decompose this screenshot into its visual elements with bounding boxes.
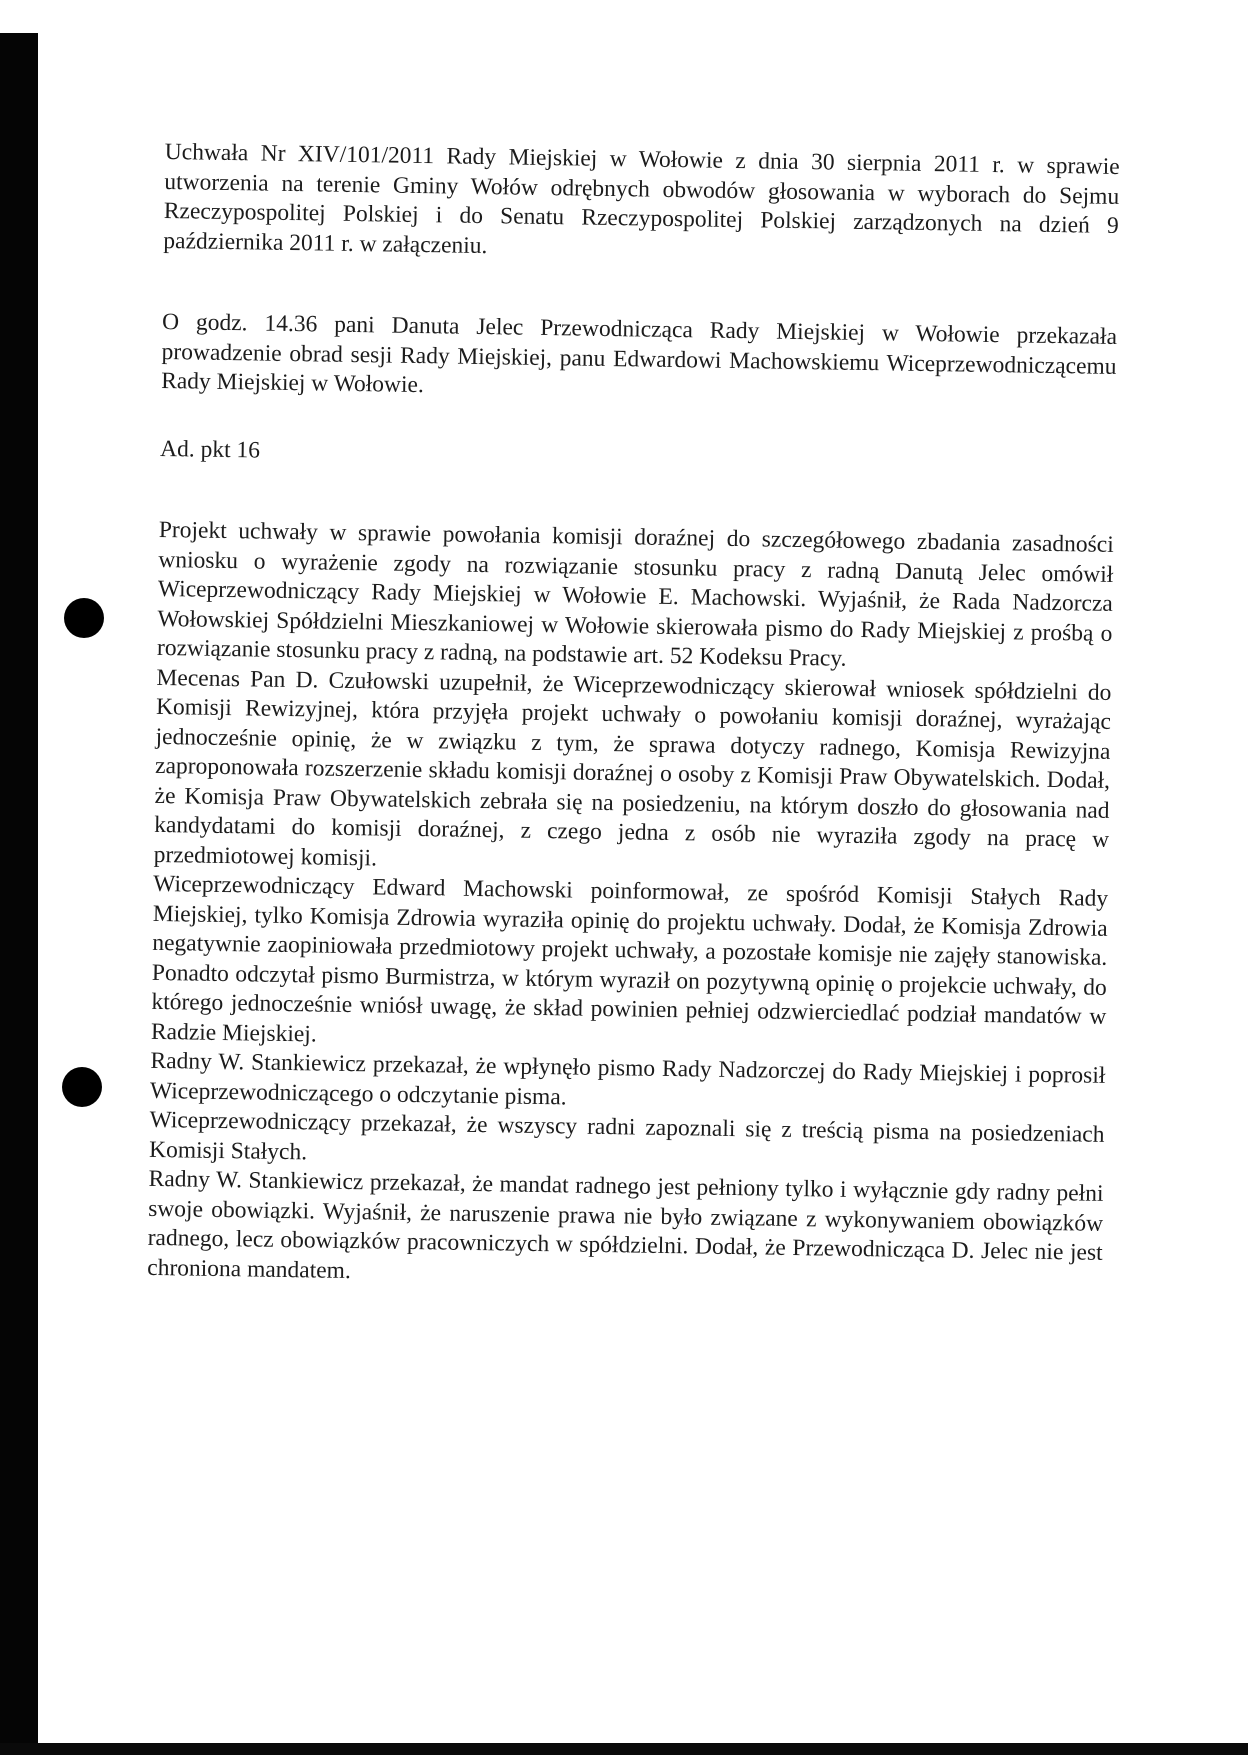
document-body [147, 138, 1120, 1298]
draft-resolution-paragraph: Projekt uchwały w sprawie powołania komisji doraźnej do szczegółowego zbadania zasadności wniosku o wyrażenie zgody na rozwiązanie stosunku pracy z radną Danutą Jelec omówił Wiceprzewodniczący Rady Miejskiej w Wołowie E. Machowski. Wyjaśnił, że Rada Nadzorcza Wołowskiej Spółdzielni Mieszkaniowej w Wołowie skierowała pismo do Rady Miejskiej z prośbą o rozwiązanie stosunku pracy z radną, na podstawie art. 52 Kodeksu Pracy. [156, 516, 1114, 672]
counsel-statement-paragraph: Mecenas Pan D. Czułowski uzupełnił, że Wiceprzewodniczący skierował wniosek spółdzielni do Komisji Rewizyjnej, która przyjęła projekt uchwały o powołaniu komisji doraźnej, wyrażając jednocześnie opinię, że w związku z tym, że sprawa dotyczy radnego, Komisja Rewizyjna zaproponowała rozszerzenie składu komisji doraźnej o osoby z Komisji Praw Obywatelskich. Dodał, że Komisja Praw Obywatelskich zebrała się na posiedzeniu, na którym doszło do głosowania nad kandydatami do komisji doraźnej, z czego jedna z osób nie wyraziła zgody na pracę w przedmiotowej komisji. [153, 664, 1112, 871]
scan-border-left [0, 33, 38, 1755]
scan-border-bottom [0, 1743, 1248, 1755]
punch-hole-icon [62, 1067, 102, 1107]
councillor-statement-paragraph: Radny W. Stankiewicz przekazał, że wpłynęło pismo Rady Nadzorczej do Rady Miejskiej i poprosił Wiceprzewodniczącego o odczytanie pisma. [149, 1047, 1106, 1110]
punch-hole-icon [64, 598, 104, 638]
councillor-mandate-paragraph: Radny W. Stankiewicz przekazał, że mandat radnego jest pełniony tylko i wyłącznie gdy radny pełni swoje obowiązki. Wyjaśnił, że naruszenie prawa nie było związane z wykonywaniem obowiązków radnego, lecz obowiązków pracowniczych w spółdzielni. Dodał, że Przewodnicząca D. Jelec nie jest chroniona mandatem. [147, 1165, 1104, 1284]
resolution-paragraph: Uchwała Nr XIV/101/2011 Rady Miejskiej w Wołowie z dnia 30 sierpnia 2011 r. w sprawie utworzenia na terenie Gminy Wołów odrębnych obwodów głosowania w wyborach do Sejmu Rzeczypospolitej Polskiej i do Senatu Rzeczypospolitej Polskiej zarządzonych na dzień 9 października 2011 r. w załączeniu. [163, 138, 1120, 259]
agenda-point-heading: Ad. pkt 16 [159, 435, 261, 464]
session-handover-paragraph: O godz. 14.36 pani Danuta Jelec Przewodnicząca Rady Miejskiej w Wołowie przekazała prowadzenie obrad sesji Rady Miejskiej, panu Edwardowi Machowskiemu Wiceprzewodniczącemu Rady Miejskiej w Wołowie. [160, 308, 1118, 399]
vice-chairman-statement-paragraph: Wiceprzewodniczący Edward Machowski poinformował, ze spośród Komisji Stałych Rady Miejskiej, tylko Komisja Zdrowia wyraziła opinię do projektu uchwały. Dodał, że Komisja Zdrowia negatywnie zaopiniowała przedmiotowy projekt uchwały, a pozostałe komisje nie zajęły stanowiska. Ponadto odczytał pismo Burmistrza, w którym wyraził on pozytywną opinię o projekcie uchwały, do którego jednocześnie wniósł uwagę, że skład powinien pełniej odzwierciedlać podział mandatów w Radzie Miejskiej. [150, 870, 1109, 1047]
vice-chairman-reply-paragraph: Wiceprzewodniczący przekazał, że wszyscy radni zapoznali się z treścią pisma na posiedzeniach Komisji Stałych. [148, 1106, 1105, 1165]
